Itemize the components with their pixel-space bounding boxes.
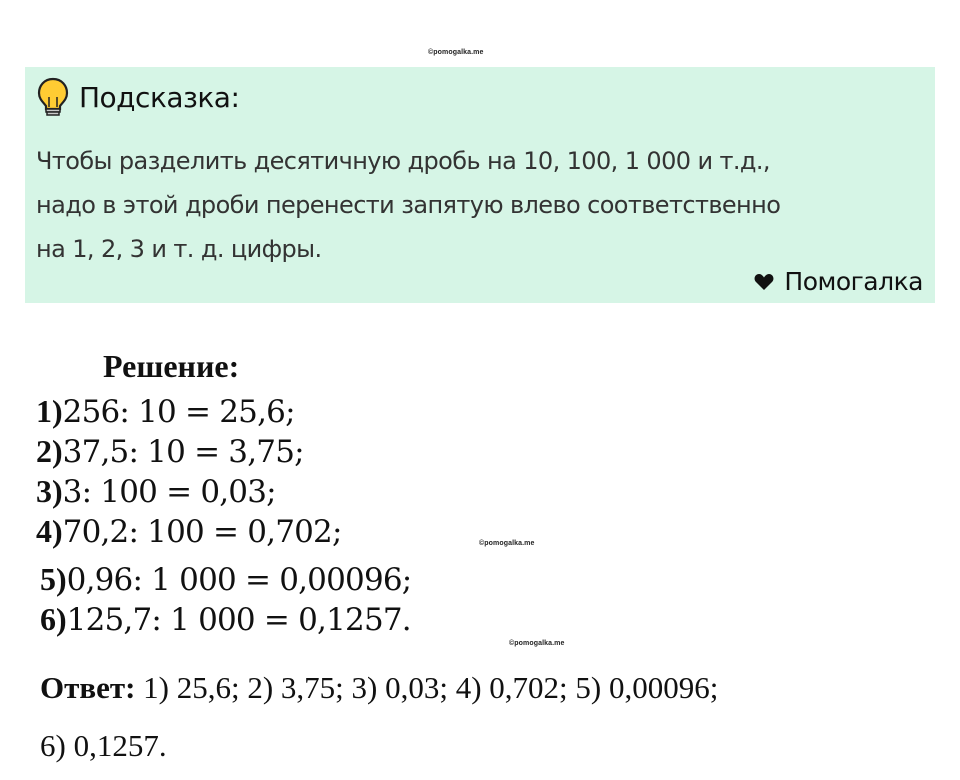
solution-line [36,433,304,470]
item-number: 6) [40,601,67,637]
item-expression: 70,2: 100 = 0,702; [62,514,342,550]
item-expression: 37,5: 10 = 3,75; [62,434,304,470]
hint-line: на 1, 2, 3 и т. д. цифры. [36,235,322,263]
brand [754,267,923,296]
heart-icon [754,273,774,291]
hint-title: Подсказка: [79,80,240,114]
watermark-top: ©pomogalka.me [428,49,484,56]
item-number: 3) [36,473,63,509]
solution-line [40,561,411,598]
item-expression: 125,7: 1 000 = 0,1257. [66,602,411,638]
item-number: 2) [36,433,63,469]
watermark-bottom: ©pomogalka.me [509,640,565,647]
hint-text [36,139,926,271]
solution-line [36,393,295,430]
item-number: 5) [40,561,67,597]
lightbulb-icon [37,77,69,117]
solution-title: Решение: [103,348,240,384]
item-number: 4) [36,513,63,549]
item-number: 1) [36,393,63,429]
answer-text: 6) 0,1257. [40,728,167,763]
solution-line [36,513,342,550]
answer-text: 1) 25,6; 2) 3,75; 3) 0,03; 4) 0,702; 5) 0,00096; [143,670,719,705]
answer-label: Ответ: [40,670,136,705]
hint-header [37,77,239,117]
hint-line: надо в этой дроби перенести запятую влево соответственно [36,191,781,219]
item-expression: 0,96: 1 000 = 0,00096; [66,562,412,598]
item-expression: 256: 10 = 25,6; [62,394,295,430]
answer-line-1 [40,670,718,706]
hint-box [25,67,935,303]
brand-name: Помогалка [784,267,923,296]
hint-line: Чтобы разделить десятичную дробь на 10, 100, 1 000 и т.д., [36,147,770,175]
answer-line-2 [40,728,167,764]
solution-line [36,473,276,510]
watermark-middle: ©pomogalka.me [479,540,535,547]
item-expression: 3: 100 = 0,03; [62,474,276,510]
solution-line [40,601,411,638]
